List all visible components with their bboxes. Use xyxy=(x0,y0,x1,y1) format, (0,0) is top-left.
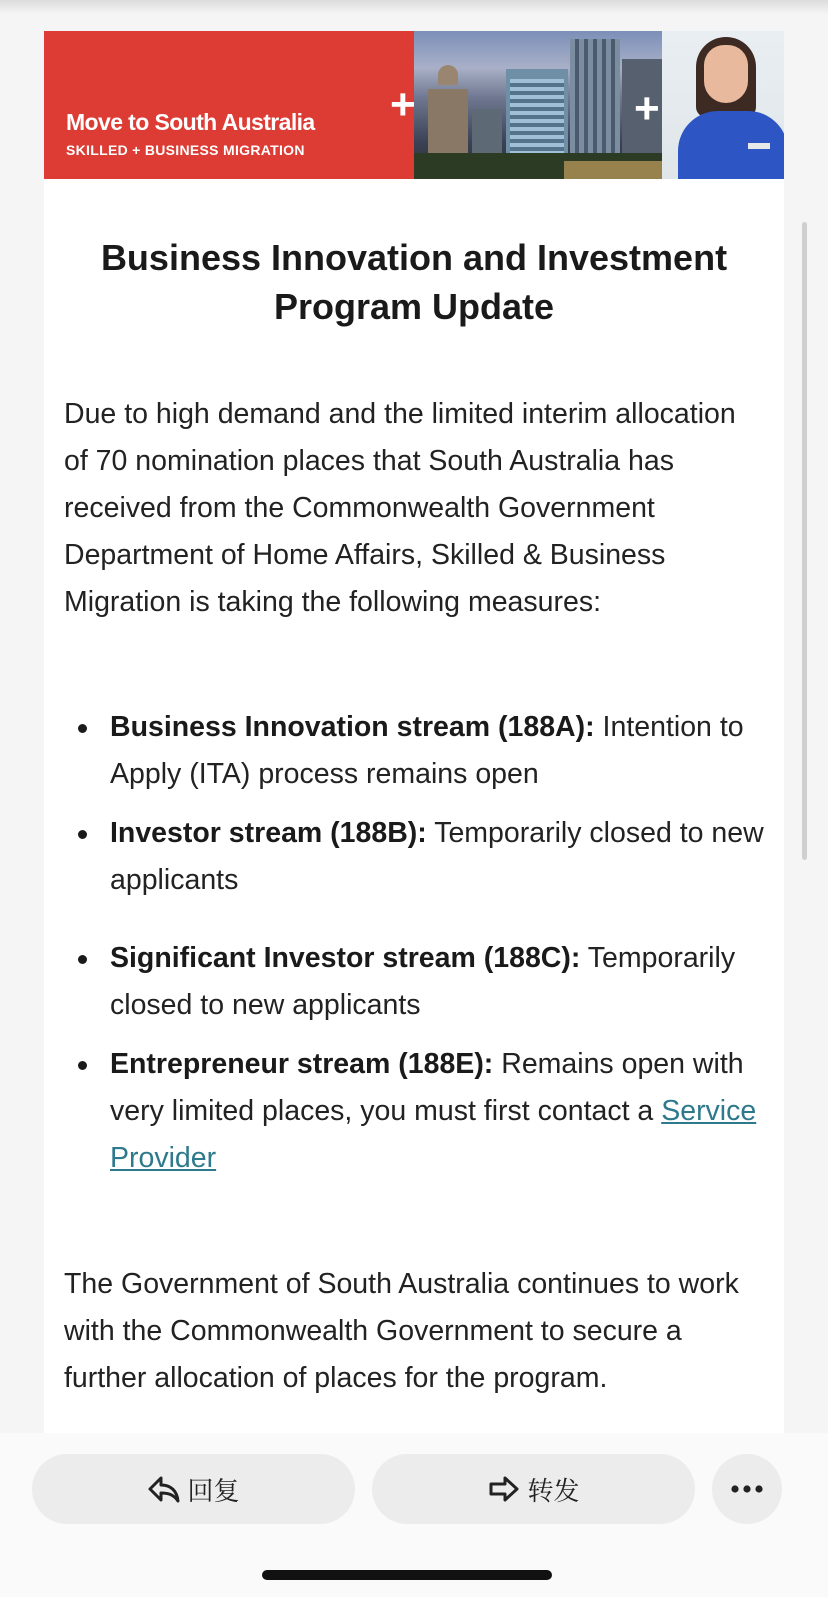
email-body xyxy=(44,31,784,1461)
banner-brand: Move to South Australia xyxy=(66,109,315,135)
list-item xyxy=(64,1041,764,1182)
stream-name: Investor stream (188B): xyxy=(110,817,427,849)
stream-name: Business Innovation stream (188A): xyxy=(110,711,595,743)
stream-detail: Temporarily closed to new applicants xyxy=(110,942,736,1021)
banner-tagline: SKILLED + BUSINESS MIGRATION xyxy=(66,142,305,158)
stream-detail: Temporarily closed to new applicants xyxy=(110,817,764,896)
list-item xyxy=(64,704,764,798)
banner-city-photo xyxy=(414,31,662,179)
reply-label: 回复 xyxy=(187,1475,240,1506)
stream-list xyxy=(64,704,764,1182)
banner-plus-right: + xyxy=(634,84,660,133)
banner-image[interactable] xyxy=(44,31,784,179)
list-item xyxy=(64,935,764,1029)
email-title: Business Innovation and Investment Program Update xyxy=(100,237,728,327)
forward-button[interactable] xyxy=(372,1454,695,1524)
home-indicator[interactable] xyxy=(262,1570,552,1580)
forward-icon xyxy=(487,1474,521,1504)
banner-plus-left: + xyxy=(390,80,416,129)
reply-icon xyxy=(147,1474,181,1504)
scrollbar[interactable] xyxy=(802,222,807,860)
reply-button[interactable] xyxy=(32,1454,355,1524)
stream-name: Significant Investor stream (188C): xyxy=(110,942,581,974)
stream-detail: Remains open with very limited places, you must first contact a xyxy=(110,1048,744,1127)
service-provider-link[interactable]: Service Provider xyxy=(110,1095,757,1174)
stream-detail: Intention to Apply (ITA) process remains open xyxy=(110,711,744,790)
more-button[interactable] xyxy=(712,1454,782,1524)
outro-paragraph: The Government of South Australia continues to work with the Commonwealth Government to secure a further allocation of places for the program. xyxy=(64,1268,739,1394)
banner-person-photo xyxy=(662,31,784,179)
list-item xyxy=(64,810,764,904)
banner-brand-panel xyxy=(44,31,414,179)
top-shadow xyxy=(0,0,828,14)
forward-label: 转发 xyxy=(527,1475,580,1506)
stream-name: Entrepreneur stream (188E): xyxy=(110,1048,494,1080)
more-icon xyxy=(730,1484,764,1494)
intro-paragraph: Due to high demand and the limited interim allocation of 70 nomination places that South Australia has received from the Commonwealth Government Department of Home Affairs, Skilled & Business Migration is taking the following measures: xyxy=(64,398,736,618)
